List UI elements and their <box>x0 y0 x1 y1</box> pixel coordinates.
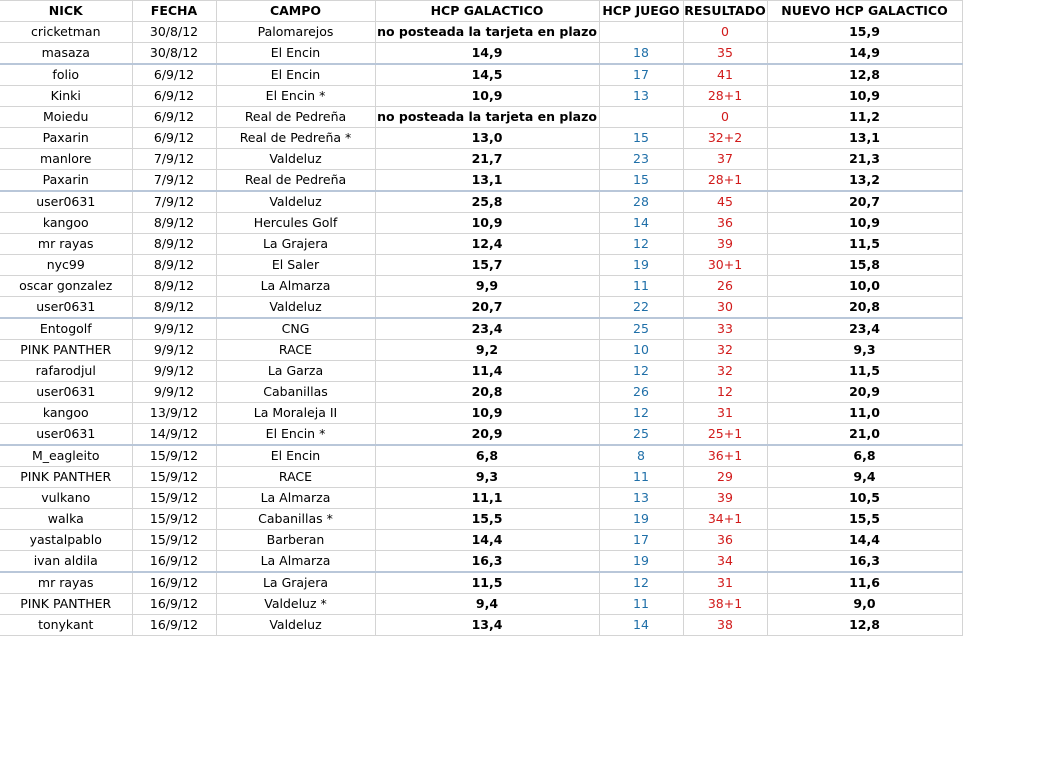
cell-hcp-juego[interactable]: 23 <box>599 149 683 170</box>
cell-nick[interactable]: vulkano <box>0 488 132 509</box>
cell-nick[interactable]: kangoo <box>0 403 132 424</box>
table-row <box>0 64 962 86</box>
cell-nuevo-hcp[interactable]: 9,0 <box>767 594 962 615</box>
cell-campo[interactable]: Valdeluz <box>216 149 375 170</box>
table-row <box>0 297 962 319</box>
cell-hcp-juego[interactable]: 26 <box>599 382 683 403</box>
cell-hcp-juego[interactable]: 25 <box>599 424 683 446</box>
cell-fecha[interactable]: 8/9/12 <box>132 234 216 255</box>
cell-resultado[interactable]: 0 <box>683 22 767 43</box>
cell-fecha[interactable]: 16/9/12 <box>132 615 216 636</box>
cell-campo[interactable]: Hercules Golf <box>216 213 375 234</box>
cell-resultado[interactable]: 32+2 <box>683 128 767 149</box>
cell-fecha[interactable]: 6/9/12 <box>132 64 216 86</box>
cell-resultado[interactable]: 31 <box>683 572 767 594</box>
cell-fecha[interactable]: 15/9/12 <box>132 488 216 509</box>
cell-hcp-galactico[interactable]: 9,9 <box>375 276 599 297</box>
cell-fecha[interactable]: 9/9/12 <box>132 361 216 382</box>
cell-nick[interactable]: kangoo <box>0 213 132 234</box>
cell-nuevo-hcp[interactable]: 14,9 <box>767 43 962 65</box>
cell-nuevo-hcp[interactable]: 11,5 <box>767 234 962 255</box>
cell-nick[interactable]: walka <box>0 509 132 530</box>
cell-hcp-galactico[interactable]: no posteada la tarjeta en plazo <box>375 107 599 128</box>
cell-resultado[interactable]: 34+1 <box>683 509 767 530</box>
table-row <box>0 361 962 382</box>
cell-campo[interactable]: La Garza <box>216 361 375 382</box>
cell-nick[interactable]: PINK PANTHER <box>0 467 132 488</box>
cell-nuevo-hcp[interactable]: 21,0 <box>767 424 962 446</box>
table-row <box>0 276 962 297</box>
header-resultado[interactable]: RESULTADO <box>683 1 767 22</box>
cell-fecha[interactable]: 8/9/12 <box>132 213 216 234</box>
cell-hcp-juego[interactable]: 22 <box>599 297 683 319</box>
table-row <box>0 191 962 213</box>
cell-campo[interactable]: El Encin <box>216 445 375 467</box>
cell-hcp-galactico[interactable]: 9,3 <box>375 467 599 488</box>
table-row <box>0 572 962 594</box>
cell-fecha[interactable]: 15/9/12 <box>132 509 216 530</box>
cell-nuevo-hcp[interactable]: 6,8 <box>767 445 962 467</box>
cell-campo[interactable]: Real de Pedreña <box>216 107 375 128</box>
cell-hcp-galactico[interactable]: 14,9 <box>375 43 599 65</box>
cell-nick[interactable]: manlore <box>0 149 132 170</box>
cell-hcp-juego[interactable]: 14 <box>599 615 683 636</box>
cell-nick[interactable]: user0631 <box>0 424 132 446</box>
cell-nuevo-hcp[interactable]: 10,0 <box>767 276 962 297</box>
cell-nick[interactable]: masaza <box>0 43 132 65</box>
cell-fecha[interactable]: 9/9/12 <box>132 318 216 340</box>
cell-hcp-galactico[interactable]: 20,7 <box>375 297 599 319</box>
cell-resultado[interactable]: 38+1 <box>683 594 767 615</box>
cell-nuevo-hcp[interactable]: 10,9 <box>767 86 962 107</box>
table-row <box>0 340 962 361</box>
cell-hcp-juego[interactable]: 14 <box>599 213 683 234</box>
cell-fecha[interactable]: 16/9/12 <box>132 551 216 573</box>
cell-nuevo-hcp[interactable]: 20,9 <box>767 382 962 403</box>
table-row <box>0 382 962 403</box>
cell-nick[interactable]: user0631 <box>0 297 132 319</box>
cell-fecha[interactable]: 15/9/12 <box>132 467 216 488</box>
cell-nick[interactable]: user0631 <box>0 191 132 213</box>
cell-hcp-juego[interactable]: 12 <box>599 361 683 382</box>
cell-resultado[interactable]: 39 <box>683 488 767 509</box>
table-row <box>0 318 962 340</box>
cell-campo[interactable]: Cabanillas * <box>216 509 375 530</box>
cell-nick[interactable]: rafarodjul <box>0 361 132 382</box>
cell-campo[interactable]: Real de Pedreña * <box>216 128 375 149</box>
cell-campo[interactable]: Valdeluz * <box>216 594 375 615</box>
cell-resultado[interactable]: 28+1 <box>683 86 767 107</box>
cell-hcp-galactico[interactable]: 13,0 <box>375 128 599 149</box>
cell-resultado[interactable]: 36 <box>683 530 767 551</box>
cell-fecha[interactable]: 15/9/12 <box>132 530 216 551</box>
cell-hcp-galactico[interactable]: 13,4 <box>375 615 599 636</box>
cell-campo[interactable]: CNG <box>216 318 375 340</box>
cell-hcp-galactico[interactable]: 10,9 <box>375 213 599 234</box>
cell-hcp-galactico[interactable]: 20,8 <box>375 382 599 403</box>
cell-nick[interactable]: cricketman <box>0 22 132 43</box>
cell-hcp-juego[interactable]: 28 <box>599 191 683 213</box>
cell-campo[interactable]: La Moraleja II <box>216 403 375 424</box>
cell-nuevo-hcp[interactable]: 11,2 <box>767 107 962 128</box>
cell-hcp-juego[interactable]: 15 <box>599 128 683 149</box>
cell-resultado[interactable]: 45 <box>683 191 767 213</box>
cell-nick[interactable]: ivan aldila <box>0 551 132 573</box>
cell-resultado[interactable]: 30 <box>683 297 767 319</box>
cell-nuevo-hcp[interactable]: 14,4 <box>767 530 962 551</box>
cell-resultado[interactable]: 36+1 <box>683 445 767 467</box>
header-hcp-juego[interactable]: HCP JUEGO <box>599 1 683 22</box>
cell-hcp-juego[interactable]: 11 <box>599 594 683 615</box>
header-row <box>0 1 962 22</box>
table-row <box>0 615 962 636</box>
cell-hcp-galactico[interactable]: 15,5 <box>375 509 599 530</box>
table-row <box>0 170 962 192</box>
cell-fecha[interactable]: 7/9/12 <box>132 170 216 192</box>
cell-nuevo-hcp[interactable]: 15,9 <box>767 22 962 43</box>
cell-hcp-galactico[interactable]: 14,5 <box>375 64 599 86</box>
cell-fecha[interactable]: 6/9/12 <box>132 86 216 107</box>
table-row <box>0 488 962 509</box>
cell-hcp-galactico[interactable]: 13,1 <box>375 170 599 192</box>
cell-nuevo-hcp[interactable]: 20,8 <box>767 297 962 319</box>
table-row <box>0 128 962 149</box>
cell-hcp-galactico[interactable]: 9,4 <box>375 594 599 615</box>
cell-nick[interactable]: folio <box>0 64 132 86</box>
cell-campo[interactable]: RACE <box>216 467 375 488</box>
cell-resultado[interactable]: 31 <box>683 403 767 424</box>
cell-nuevo-hcp[interactable]: 23,4 <box>767 318 962 340</box>
cell-hcp-galactico[interactable]: 10,9 <box>375 86 599 107</box>
table-row <box>0 255 962 276</box>
cell-nuevo-hcp[interactable]: 20,7 <box>767 191 962 213</box>
cell-fecha[interactable]: 7/9/12 <box>132 191 216 213</box>
table-row <box>0 43 962 65</box>
header-nuevo-hcp-galactico[interactable]: NUEVO HCP GALACTICO <box>767 1 962 22</box>
cell-hcp-juego[interactable]: 10 <box>599 340 683 361</box>
cell-nuevo-hcp[interactable]: 15,5 <box>767 509 962 530</box>
cell-hcp-galactico[interactable]: 12,4 <box>375 234 599 255</box>
cell-resultado[interactable]: 25+1 <box>683 424 767 446</box>
cell-hcp-juego[interactable]: 13 <box>599 488 683 509</box>
cell-hcp-juego[interactable]: 19 <box>599 551 683 573</box>
cell-hcp-galactico[interactable]: 14,4 <box>375 530 599 551</box>
table-row <box>0 86 962 107</box>
cell-hcp-juego[interactable]: 19 <box>599 255 683 276</box>
cell-nuevo-hcp[interactable]: 11,0 <box>767 403 962 424</box>
header-fecha[interactable]: FECHA <box>132 1 216 22</box>
cell-hcp-juego[interactable]: 11 <box>599 276 683 297</box>
cell-campo[interactable]: El Encin <box>216 43 375 65</box>
cell-hcp-galactico[interactable]: 15,7 <box>375 255 599 276</box>
header-campo[interactable]: CAMPO <box>216 1 375 22</box>
cell-nuevo-hcp[interactable]: 13,2 <box>767 170 962 192</box>
cell-nick[interactable]: M_eagleito <box>0 445 132 467</box>
cell-campo[interactable]: El Encin * <box>216 86 375 107</box>
cell-campo[interactable]: La Grajera <box>216 234 375 255</box>
cell-campo[interactable]: La Almarza <box>216 488 375 509</box>
cell-campo[interactable]: El Encin * <box>216 424 375 446</box>
cell-fecha[interactable]: 13/9/12 <box>132 403 216 424</box>
table-row <box>0 403 962 424</box>
cell-hcp-juego[interactable]: 17 <box>599 64 683 86</box>
cell-resultado[interactable]: 37 <box>683 149 767 170</box>
cell-hcp-galactico[interactable]: 20,9 <box>375 424 599 446</box>
cell-hcp-juego[interactable]: 12 <box>599 403 683 424</box>
cell-campo[interactable]: El Saler <box>216 255 375 276</box>
header-nick[interactable]: NICK <box>0 1 132 22</box>
table-row <box>0 234 962 255</box>
cell-nick[interactable]: Paxarin <box>0 128 132 149</box>
cell-fecha[interactable]: 14/9/12 <box>132 424 216 446</box>
cell-fecha[interactable]: 15/9/12 <box>132 445 216 467</box>
cell-resultado[interactable]: 32 <box>683 361 767 382</box>
cell-hcp-galactico[interactable]: 11,5 <box>375 572 599 594</box>
cell-nuevo-hcp[interactable]: 15,8 <box>767 255 962 276</box>
cell-nuevo-hcp[interactable]: 12,8 <box>767 615 962 636</box>
cell-resultado[interactable]: 12 <box>683 382 767 403</box>
cell-campo[interactable]: La Almarza <box>216 276 375 297</box>
cell-nick[interactable]: nyc99 <box>0 255 132 276</box>
cell-campo[interactable]: Barberan <box>216 530 375 551</box>
cell-hcp-galactico[interactable]: 23,4 <box>375 318 599 340</box>
cell-fecha[interactable]: 16/9/12 <box>132 572 216 594</box>
cell-nick[interactable]: PINK PANTHER <box>0 594 132 615</box>
cell-fecha[interactable]: 8/9/12 <box>132 255 216 276</box>
cell-nuevo-hcp[interactable]: 10,5 <box>767 488 962 509</box>
cell-nuevo-hcp[interactable]: 13,1 <box>767 128 962 149</box>
cell-campo[interactable]: El Encin <box>216 64 375 86</box>
cell-resultado[interactable]: 28+1 <box>683 170 767 192</box>
cell-nuevo-hcp[interactable]: 9,4 <box>767 467 962 488</box>
cell-resultado[interactable]: 32 <box>683 340 767 361</box>
cell-fecha[interactable]: 30/8/12 <box>132 22 216 43</box>
cell-fecha[interactable]: 6/9/12 <box>132 128 216 149</box>
table-row <box>0 424 962 446</box>
cell-nuevo-hcp[interactable]: 10,9 <box>767 213 962 234</box>
cell-resultado[interactable]: 39 <box>683 234 767 255</box>
cell-hcp-juego[interactable] <box>599 22 683 43</box>
table-row <box>0 445 962 467</box>
cell-nuevo-hcp[interactable]: 21,3 <box>767 149 962 170</box>
cell-fecha[interactable]: 6/9/12 <box>132 107 216 128</box>
table-row <box>0 509 962 530</box>
cell-resultado[interactable]: 35 <box>683 43 767 65</box>
cell-nick[interactable]: mr rayas <box>0 572 132 594</box>
cell-resultado[interactable]: 33 <box>683 318 767 340</box>
cell-fecha[interactable]: 16/9/12 <box>132 594 216 615</box>
cell-hcp-juego[interactable]: 11 <box>599 467 683 488</box>
cell-fecha[interactable]: 7/9/12 <box>132 149 216 170</box>
table-row <box>0 213 962 234</box>
cell-nick[interactable]: tonykant <box>0 615 132 636</box>
cell-hcp-juego[interactable]: 12 <box>599 572 683 594</box>
cell-fecha[interactable]: 30/8/12 <box>132 43 216 65</box>
cell-hcp-juego[interactable] <box>599 107 683 128</box>
table-row <box>0 467 962 488</box>
cell-hcp-galactico[interactable]: 6,8 <box>375 445 599 467</box>
cell-fecha[interactable]: 8/9/12 <box>132 297 216 319</box>
cell-nick[interactable]: user0631 <box>0 382 132 403</box>
table-row <box>0 551 962 573</box>
cell-nick[interactable]: PINK PANTHER <box>0 340 132 361</box>
cell-nuevo-hcp[interactable]: 9,3 <box>767 340 962 361</box>
cell-campo[interactable]: Valdeluz <box>216 191 375 213</box>
cell-nick[interactable]: mr rayas <box>0 234 132 255</box>
cell-nick[interactable]: Moiedu <box>0 107 132 128</box>
cell-hcp-juego[interactable]: 13 <box>599 86 683 107</box>
cell-campo[interactable]: Real de Pedreña <box>216 170 375 192</box>
cell-hcp-galactico[interactable]: 16,3 <box>375 551 599 573</box>
cell-hcp-juego[interactable]: 19 <box>599 509 683 530</box>
cell-fecha[interactable]: 9/9/12 <box>132 382 216 403</box>
cell-hcp-galactico[interactable]: 25,8 <box>375 191 599 213</box>
cell-resultado[interactable]: 30+1 <box>683 255 767 276</box>
table-row <box>0 22 962 43</box>
cell-hcp-galactico[interactable]: 21,7 <box>375 149 599 170</box>
cell-nuevo-hcp[interactable]: 16,3 <box>767 551 962 573</box>
table-row <box>0 107 962 128</box>
cell-fecha[interactable]: 9/9/12 <box>132 340 216 361</box>
cell-hcp-juego[interactable]: 15 <box>599 170 683 192</box>
cell-nuevo-hcp[interactable]: 12,8 <box>767 64 962 86</box>
cell-nick[interactable]: Entogolf <box>0 318 132 340</box>
cell-hcp-juego[interactable]: 8 <box>599 445 683 467</box>
cell-resultado[interactable]: 36 <box>683 213 767 234</box>
cell-hcp-juego[interactable]: 25 <box>599 318 683 340</box>
cell-resultado[interactable]: 41 <box>683 64 767 86</box>
cell-hcp-galactico[interactable]: 11,1 <box>375 488 599 509</box>
cell-hcp-galactico[interactable]: 10,9 <box>375 403 599 424</box>
cell-campo[interactable]: La Almarza <box>216 551 375 573</box>
cell-resultado[interactable]: 29 <box>683 467 767 488</box>
cell-nuevo-hcp[interactable]: 11,5 <box>767 361 962 382</box>
cell-nick[interactable]: Kinki <box>0 86 132 107</box>
cell-nick[interactable]: oscar gonzalez <box>0 276 132 297</box>
header-hcp-galactico[interactable]: HCP GALACTICO <box>375 1 599 22</box>
table-row <box>0 594 962 615</box>
cell-campo[interactable]: RACE <box>216 340 375 361</box>
table-row <box>0 530 962 551</box>
cell-campo[interactable]: Valdeluz <box>216 615 375 636</box>
cell-hcp-juego[interactable]: 12 <box>599 234 683 255</box>
cell-campo[interactable]: Cabanillas <box>216 382 375 403</box>
cell-hcp-juego[interactable]: 18 <box>599 43 683 65</box>
cell-hcp-juego[interactable]: 17 <box>599 530 683 551</box>
cell-fecha[interactable]: 8/9/12 <box>132 276 216 297</box>
cell-nick[interactable]: yastalpablo <box>0 530 132 551</box>
cell-resultado[interactable]: 38 <box>683 615 767 636</box>
cell-resultado[interactable]: 26 <box>683 276 767 297</box>
cell-campo[interactable]: Palomarejos <box>216 22 375 43</box>
cell-hcp-galactico[interactable]: 9,2 <box>375 340 599 361</box>
cell-nuevo-hcp[interactable]: 11,6 <box>767 572 962 594</box>
cell-resultado[interactable]: 0 <box>683 107 767 128</box>
cell-campo[interactable]: La Grajera <box>216 572 375 594</box>
table-row <box>0 149 962 170</box>
cell-campo[interactable]: Valdeluz <box>216 297 375 319</box>
cell-hcp-galactico[interactable]: no posteada la tarjeta en plazo <box>375 22 599 43</box>
cell-hcp-galactico[interactable]: 11,4 <box>375 361 599 382</box>
cell-nick[interactable]: Paxarin <box>0 170 132 192</box>
cell-resultado[interactable]: 34 <box>683 551 767 573</box>
